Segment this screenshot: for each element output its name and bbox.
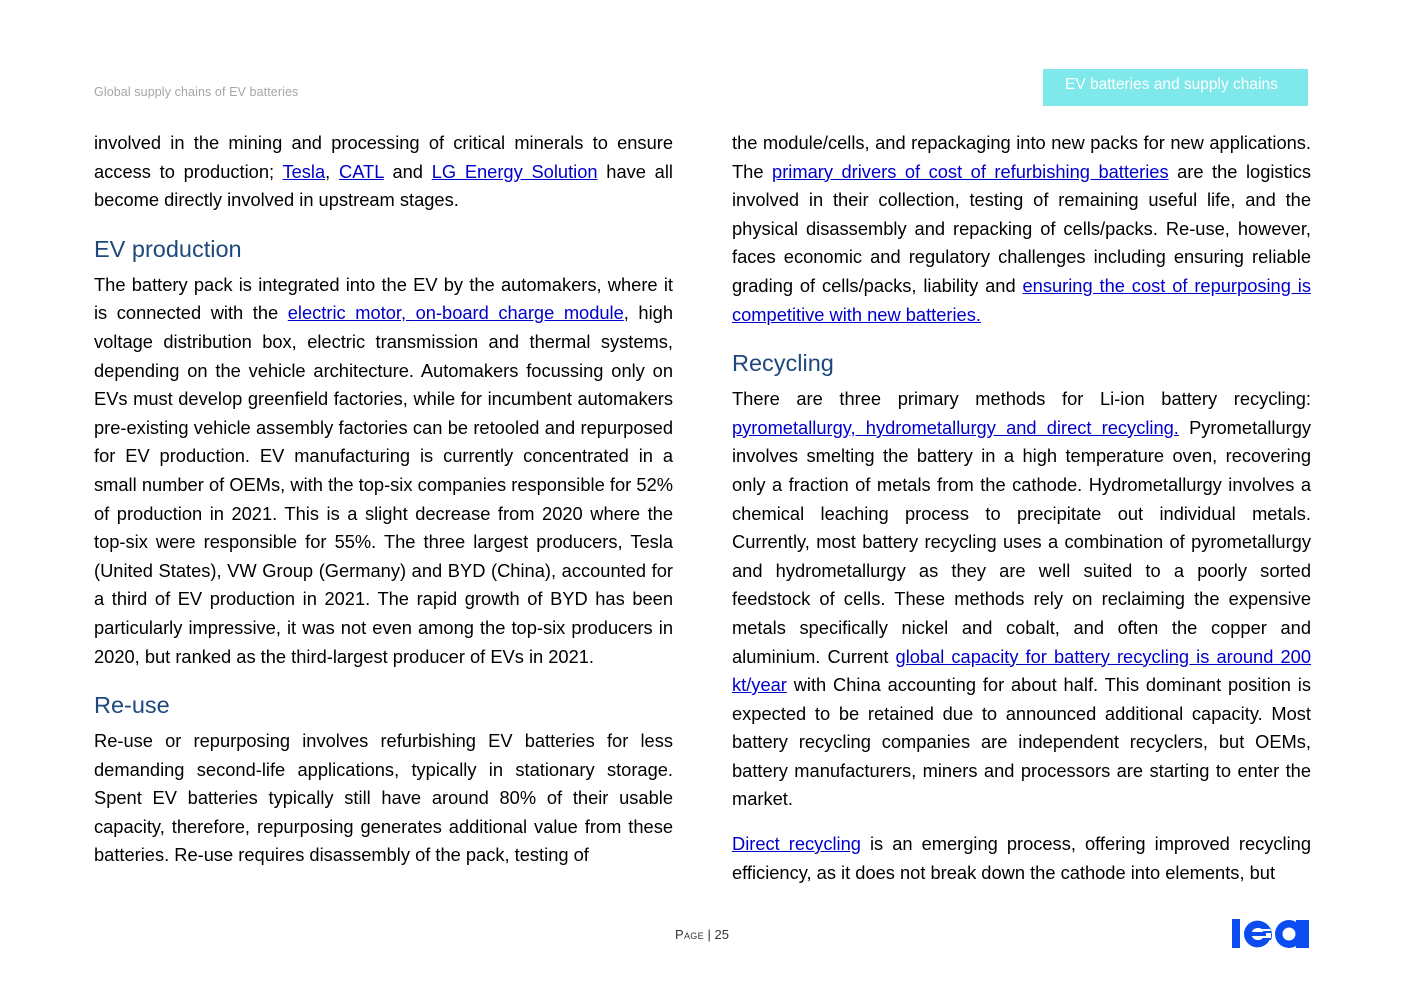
paragraph-re-use: Re-use or repurposing involves refurbishing EV batteries for less demanding second-life applications, typically in stationary storage. Spent EV batteries typically still have around 80% of their usable capacity, therefore, repurposing generates additional value from these batteries. Re-use requires disassembly of the pack, testing of: [94, 730, 673, 866]
paragraph-recycling: There are three primary methods for Li-ion battery recycling: pyrometallurgy, hydrometallurgy and direct recycling. Pyrometallurgy involves smelting the battery in a high temperature oven, recovering only a fraction of metals from the cathode. Hydrometallurgy involves a chemical leaching process to precipitate out individual metals. Currently, most battery recycling uses a combination of pyrometallurgy and hydrometallurgy as they are well suited to a poorly sorted feedstock of cells. These methods rely on reclaiming the expensive metals specifically nickel and cobalt, and often the copper and aluminium. Current global capacity for battery recycling is around 200 kt/year with China accounting for about half. This dominant position is expected to be retained due to announced additional capacity. Most battery recycling companies are independent recyclers, but OEMs, battery manufacturers, miners and processors are starting to enter the market.: [732, 388, 1312, 810]
section-tab: EV batteries and supply chains: [1043, 69, 1308, 106]
link-catl[interactable]: CATL: [339, 160, 384, 182]
left-column: [94, 129, 673, 870]
link-direct-recycling[interactable]: Direct recycling: [732, 833, 861, 855]
iea-logo-icon: [1232, 915, 1310, 956]
heading-re-use: Re-use: [94, 692, 170, 719]
paragraph-ev-production: The battery pack is integrated into the EV by the automakers, where it is connected with the electric motor, on-board charge module, high voltage distribution box, electric transmission and thermal systems, depending on the vehicle architecture. Automakers focussing only on EVs must develop greenfield factories, while for incumbent automakers pre-existing vehicle assembly factories can be retooled and repurposed for EV production. EV manufacturing is currently concentrated in a small number of OEMs, with the top-six companies responsible for 52% of production in 2021. This is a slight decrease from 2020 where the top-six were responsible for 55%. The three largest producers, Tesla (United States), VW Group (Germany) and BYD (China), accounted for a third of EV production in 2021. The rapid growth of BYD has been particularly impressive, it was not even among the top-six producers in 2020, but ranked as the third-largest producer of EVs in 2021.: [94, 273, 673, 667]
link-tesla[interactable]: Tesla: [282, 160, 326, 182]
page-number-value: 25: [714, 927, 729, 942]
heading-ev-production: EV production: [94, 235, 242, 262]
paragraph-repackaging: the module/cells, and repackaging into new packs for new applications. The primary drivers of cost of refurbishing batteries are the logistics involved in their collection, testing of remaining useful life, and the physical disassembly and repacking of cells/packs. Re-use, however, faces economic and regulatory challenges including ensuring reliable grading of cells/packs, liability and ensuring the cost of repurposing is competitive with new batteries.: [732, 132, 1311, 325]
running-header-title: Global supply chains of EV batteries: [94, 85, 299, 99]
link-refurbishing-cost-drivers[interactable]: primary drivers of cost of refurbishing batteries: [772, 160, 1169, 182]
link-global-recycling-capacity[interactable]: global capacity for battery recycling is around 200 kt/year: [732, 645, 1311, 696]
link-electric-motor[interactable]: electric motor, on-board charge module: [287, 302, 624, 324]
link-recycling-methods[interactable]: pyrometallurgy, hydrometallurgy and direct recycling.: [732, 416, 1179, 438]
page-number: Page | 25: [675, 927, 729, 942]
paragraph-upstream: involved in the mining and processing of critical minerals to ensure access to production; Tesla, CATL and LG Energy Solution have all become directly involved in upstream stages.: [94, 132, 673, 211]
right-column: [732, 129, 1311, 887]
link-repurposing-competitive[interactable]: ensuring the cost of repurposing is competitive with new batteries.: [732, 274, 1311, 325]
heading-recycling: Recycling: [732, 350, 834, 377]
link-lg-energy-solution[interactable]: LG Energy Solution: [431, 160, 598, 182]
page-label: Page: [675, 927, 704, 942]
paragraph-direct-recycling: Direct recycling is an emerging process, offering improved recycling efficiency, as it does not break down the cathode into elements, but: [732, 833, 1311, 883]
